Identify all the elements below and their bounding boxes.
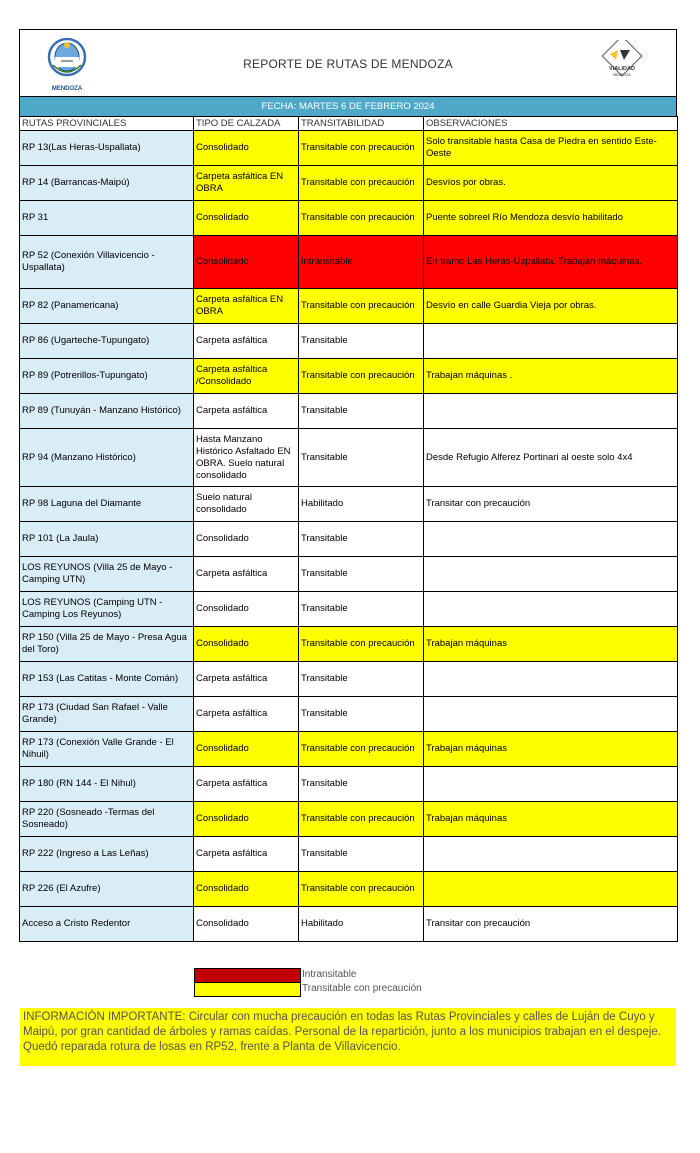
transitabilidad-cell: Transitable con precaución [299, 201, 424, 236]
transitabilidad-cell: Transitable [299, 429, 424, 487]
table-header-row [20, 117, 678, 131]
calzada-cell: Consolidado [194, 732, 299, 767]
transitabilidad-cell: Transitable [299, 697, 424, 732]
route-cell: RP 89 (Tunuyán - Manzano Histórico) [20, 394, 194, 429]
transitabilidad-cell: Transitable [299, 522, 424, 557]
transitabilidad-cell: Intransitable [299, 236, 424, 289]
column-header-calzada: TIPO DE CALZADA [194, 117, 299, 131]
observaciones-cell: Desde Refugio Alferez Portinari al oeste solo 4x4 [424, 429, 678, 487]
observaciones-cell [424, 872, 678, 907]
observaciones-cell [424, 324, 678, 359]
route-cell: Acceso a Cristo Redentor [20, 907, 194, 942]
table-row [20, 662, 678, 697]
route-cell: RP 173 (Conexión Valle Grande - El Nihuil) [20, 732, 194, 767]
table-row [20, 289, 678, 324]
transitabilidad-cell: Transitable con precaución [299, 732, 424, 767]
vialidad-logo [594, 40, 650, 88]
calzada-cell: Consolidado [194, 201, 299, 236]
table-row [20, 837, 678, 872]
table-row [20, 767, 678, 802]
observaciones-cell: Solo transitable hasta Casa de Piedra en sentido Este-Oeste [424, 131, 678, 166]
calzada-cell: Carpeta asfáltica EN OBRA [194, 166, 299, 201]
calzada-cell: Hasta Manzano Histórico Asfaltado EN OBRA. Suelo natural consolidado [194, 429, 299, 487]
calzada-cell: Consolidado [194, 236, 299, 289]
calzada-cell: Consolidado [194, 627, 299, 662]
route-cell: RP 86 (Ugarteche-Tupungato) [20, 324, 194, 359]
report-sheet [19, 29, 677, 942]
observaciones-cell [424, 697, 678, 732]
report-title: REPORTE DE RUTAS DE MENDOZA [243, 57, 453, 71]
transitabilidad-cell: Transitable con precaución [299, 802, 424, 837]
table-row [20, 522, 678, 557]
legend-swatch-red [194, 968, 301, 983]
route-cell: RP 150 (Villa 25 de Mayo - Presa Agua del Toro) [20, 627, 194, 662]
table-row [20, 131, 678, 166]
route-cell: RP 222 (Ingreso a Las Leñas) [20, 837, 194, 872]
transitabilidad-cell: Transitable con precaución [299, 131, 424, 166]
route-cell: RP 180 (RN 144 - El Nihul) [20, 767, 194, 802]
legend-label: Transitable con precaución [302, 983, 422, 994]
legend-label: Intransitable [302, 969, 357, 980]
transitabilidad-cell: Transitable con precaución [299, 359, 424, 394]
transitabilidad-cell: Transitable [299, 837, 424, 872]
table-row [20, 324, 678, 359]
vialidad-logo-text: VIALIDAD [609, 66, 635, 72]
route-cell: RP 153 (Las Catitas - Monte Comán) [20, 662, 194, 697]
calzada-cell: Carpeta asfáltica [194, 324, 299, 359]
observaciones-cell: Transitar con precaución [424, 487, 678, 522]
table-row [20, 557, 678, 592]
transitabilidad-cell: Transitable [299, 324, 424, 359]
transitabilidad-cell: Transitable [299, 557, 424, 592]
transitabilidad-cell: Transitable [299, 767, 424, 802]
transitabilidad-cell: Transitable [299, 592, 424, 627]
table-row [20, 732, 678, 767]
route-cell: RP 89 (Potrerillos-Tupungato) [20, 359, 194, 394]
route-cell: RP 98 Laguna del Diamante [20, 487, 194, 522]
observaciones-cell [424, 592, 678, 627]
observaciones-cell: Trabajan máquinas . [424, 359, 678, 394]
transitabilidad-cell: Habilitado [299, 487, 424, 522]
transitabilidad-cell: Transitable con precaución [299, 166, 424, 201]
route-cell: RP 101 (La Jaula) [20, 522, 194, 557]
calzada-cell: Carpeta asfáltica [194, 697, 299, 732]
calzada-cell: Carpeta asfáltica EN OBRA [194, 289, 299, 324]
table-row [20, 236, 678, 289]
column-header-observaciones: OBSERVACIONES [424, 117, 678, 131]
calzada-cell: Suelo natural consolidado [194, 487, 299, 522]
observaciones-cell: Trabajan máquinas [424, 802, 678, 837]
calzada-cell: Carpeta asfáltica [194, 767, 299, 802]
observaciones-cell [424, 394, 678, 429]
calzada-cell: Consolidado [194, 872, 299, 907]
calzada-cell: Consolidado [194, 907, 299, 942]
table-row [20, 166, 678, 201]
observaciones-cell: Trabajan máquinas [424, 627, 678, 662]
route-cell: LOS REYUNOS (Villa 25 de Mayo - Camping UTN) [20, 557, 194, 592]
table-row [20, 429, 678, 487]
observaciones-cell: Desvío en calle Guardia Vieja por obras. [424, 289, 678, 324]
route-cell: RP 13(Las Heras-Uspallata) [20, 131, 194, 166]
table-row [20, 592, 678, 627]
calzada-cell: Carpeta asfáltica [194, 837, 299, 872]
table-row [20, 872, 678, 907]
calzada-cell: Carpeta asfáltica [194, 394, 299, 429]
observaciones-cell [424, 522, 678, 557]
route-cell: RP 226 (El Azufre) [20, 872, 194, 907]
transitabilidad-cell: Transitable con precaución [299, 627, 424, 662]
route-cell: RP 220 (Sosneado -Termas del Sosneado) [20, 802, 194, 837]
table-row [20, 201, 678, 236]
calzada-cell: Consolidado [194, 522, 299, 557]
routes-table [19, 116, 678, 942]
route-cell: RP 52 (Conexión Villavicencio - Uspallata) [20, 236, 194, 289]
legend-swatch-yellow [194, 982, 301, 997]
table-row [20, 627, 678, 662]
transitabilidad-cell: Transitable con precaución [299, 872, 424, 907]
observaciones-cell [424, 557, 678, 592]
route-cell: RP 94 (Manzano Histórico) [20, 429, 194, 487]
table-row [20, 394, 678, 429]
observaciones-cell: Puente sobreel Río Mendoza desvío habilitado [424, 201, 678, 236]
calzada-cell: Carpeta asfáltica [194, 557, 299, 592]
table-row [20, 907, 678, 942]
table-row [20, 359, 678, 394]
transitabilidad-cell: Transitable [299, 394, 424, 429]
date-bar: FECHA: MARTES 6 DE FEBRERO 2024 [19, 96, 677, 116]
report-header [19, 29, 677, 96]
important-info-box: INFORMACIÓN IMPORTANTE: Circular con mucha precaución en todas las Rutas Provinciales y calles de Luján de Cuyo y Maipú, por gran cantidad de árboles y ramas caídas. Personal de la repartición, junto a los municipios trabajan en el despeje. Quedó reparada rotura de losas en RP52, frente a Planta de Villavicencio. [20, 1008, 676, 1066]
observaciones-cell [424, 662, 678, 697]
table-row [20, 802, 678, 837]
mendoza-logo-text: MENDOZA [51, 86, 83, 92]
transitabilidad-cell: Habilitado [299, 907, 424, 942]
table-row [20, 487, 678, 522]
observaciones-cell: Transitar con precaución [424, 907, 678, 942]
column-header-transitabilidad: TRANSITABILIDAD [299, 117, 424, 131]
vialidad-logo-subtext: MENDOZA [613, 73, 631, 77]
observaciones-cell: Trabajan máquinas [424, 732, 678, 767]
transitabilidad-cell: Transitable [299, 662, 424, 697]
table-row [20, 697, 678, 732]
observaciones-cell [424, 837, 678, 872]
transitabilidad-cell: Transitable con precaución [299, 289, 424, 324]
route-cell: RP 14 (Barrancas-Maipú) [20, 166, 194, 201]
route-cell: LOS REYUNOS (Camping UTN - Camping Los Reyunos) [20, 592, 194, 627]
calzada-cell: Carpeta asfáltica /Consolidado [194, 359, 299, 394]
calzada-cell: Consolidado [194, 802, 299, 837]
observaciones-cell: En tramo Las Heras-Uspallata. Trabajan máquinas. [424, 236, 678, 289]
observaciones-cell [424, 767, 678, 802]
observaciones-cell: Desvíos por obras. [424, 166, 678, 201]
calzada-cell: Consolidado [194, 131, 299, 166]
route-cell: RP 82 (Panamericana) [20, 289, 194, 324]
calzada-cell: Consolidado [194, 592, 299, 627]
column-header-rutas: RUTAS PROVINCIALES [20, 117, 194, 131]
route-cell: RP 173 (Ciudad San Rafael - Valle Grande) [20, 697, 194, 732]
calzada-cell: Carpeta asfáltica [194, 662, 299, 697]
route-cell: RP 31 [20, 201, 194, 236]
